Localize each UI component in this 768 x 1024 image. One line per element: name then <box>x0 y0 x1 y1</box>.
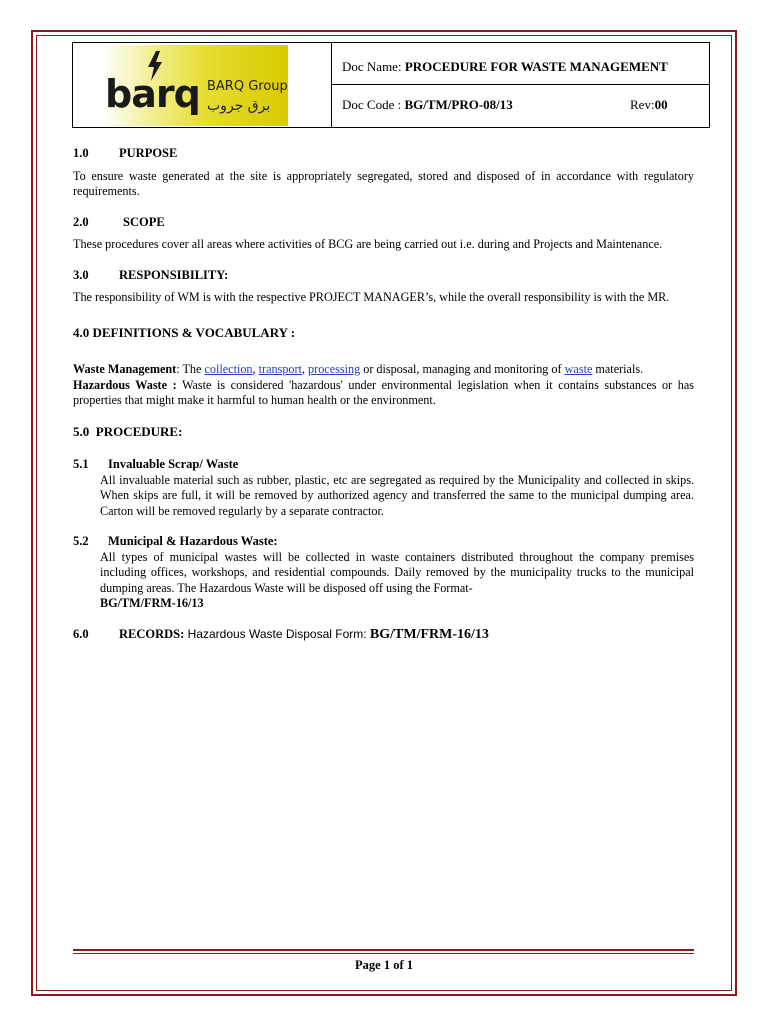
subsection-number: 5.1 <box>73 457 89 471</box>
subsection-5-2-body: All types of municipal wastes will be collected in waste containers distributed throughout the company premises including offices, workshops, and residential compounds. Daily removed by the municipality trucks to the municipal dumping areas. The Hazardous Waste will be disposed off using the Format- <box>100 549 694 595</box>
format-code: BG/TM/FRM-16/13 <box>100 596 204 610</box>
section-number: 4.0 <box>73 324 90 340</box>
definition-text-part: Waste is considered 'hazardous' under environmental legislation when it contains substances or has properties that might make it harmful to human health or the environment. <box>73 377 694 407</box>
subsection-title: Invaluable Scrap/ Waste <box>108 457 239 471</box>
logo-wordmark: barq <box>105 72 200 116</box>
section-heading-responsibility <box>73 268 694 284</box>
link-processing[interactable]: processing <box>308 362 361 376</box>
logo-cell <box>73 43 332 127</box>
section-title: PROCEDURE: <box>95 423 183 439</box>
term-colon: : <box>176 362 180 376</box>
doc-code-value: BG/TM/PRO-08/13 <box>404 97 513 112</box>
document-body <box>73 140 694 642</box>
rev-label: Rev: <box>630 97 655 112</box>
doc-code-row <box>332 85 709 127</box>
definition-hazardous-waste <box>73 378 694 409</box>
section-title: DEFINITIONS & VOCABULARY : <box>92 324 296 340</box>
purpose-text: To ensure waste generated at the site is appropriately segregated, stored and disposed of in accordance with regulatory requirements. <box>73 168 694 198</box>
subsection-number: 5.2 <box>73 534 89 548</box>
term-waste-management: Waste Management <box>73 362 177 376</box>
section-heading-purpose <box>73 146 694 162</box>
footer-rule-thin <box>73 953 694 954</box>
records-form-code: BG/TM/FRM-16/13 <box>369 626 489 642</box>
page-of: of <box>390 958 407 972</box>
section-number: 2.0 <box>73 214 89 229</box>
section-number: 6.0 <box>73 626 89 641</box>
subsection-title: Municipal & Hazardous Waste: <box>108 534 278 548</box>
company-logo <box>87 45 288 126</box>
link-waste[interactable]: waste <box>564 362 593 376</box>
section-number: 1.0 <box>73 146 89 160</box>
footer-rule-thick <box>73 949 694 951</box>
page-total: 1 <box>406 958 413 972</box>
section-heading-records <box>73 627 694 643</box>
section-title: SCOPE <box>123 214 165 229</box>
section-heading-scope <box>73 215 694 231</box>
section-title: RECORDS: <box>119 626 185 641</box>
doc-name-label: Doc Name: <box>342 59 405 74</box>
subsection-5-1-text: All invaluable material such as rubber, plastic, etc are segregated as required by the Municipality and collected in skips. When skips are full, it will be removed by authorized agency and transferred the same to the municipal dumping area. Carton will be removed regularly by a separate contractor. <box>100 472 694 518</box>
definition-text-part: The <box>179 362 205 376</box>
doc-name-row <box>332 43 709 85</box>
subsection-5-2-text <box>73 550 694 612</box>
logo-group-name: BARQ Group <box>207 79 288 94</box>
section-heading-definitions <box>73 325 694 341</box>
page-current: 1 <box>383 958 391 972</box>
definition-text-part: or disposal, managing and monitoring of <box>360 362 565 376</box>
page-number <box>0 958 768 973</box>
scope-text: These procedures cover all areas where activities of BCG are being carried out i.e. during and Projects and Maintenance. <box>73 237 663 251</box>
section-number: 5.0 <box>73 423 90 439</box>
definition-waste-management: Waste Management: The collection, transport, processing or disposal, managing and monitoring of waste materials. <box>73 362 644 376</box>
section-number: 3.0 <box>73 267 89 282</box>
section-title: RESPONSIBILITY: <box>119 267 229 282</box>
term-hazardous-waste: Hazardous Waste : <box>73 377 177 392</box>
document-header <box>72 42 710 128</box>
rev-value: 00 <box>654 97 668 112</box>
subsection-heading-5-2 <box>73 534 694 550</box>
section-heading-procedure <box>73 424 694 440</box>
link-collection[interactable]: collection <box>204 362 253 376</box>
definition-text-part: materials. <box>592 362 644 376</box>
page-label: Page <box>355 958 384 972</box>
doc-name-value: PROCEDURE FOR WASTE MANAGEMENT <box>404 59 668 74</box>
doc-code-label: Doc Code : <box>342 97 405 112</box>
responsibility-text: The responsibility of WM is with the respective PROJECT MANAGER’s, while the overall responsibility is with the MR. <box>73 290 670 304</box>
logo-arabic-name: برق جروب <box>207 98 271 114</box>
records-text: Hazardous Waste Disposal Form: <box>184 626 370 641</box>
subsection-heading-5-1 <box>73 457 694 473</box>
revision <box>630 97 668 113</box>
link-transport[interactable]: transport <box>258 362 302 376</box>
section-title: PURPOSE <box>119 146 178 160</box>
